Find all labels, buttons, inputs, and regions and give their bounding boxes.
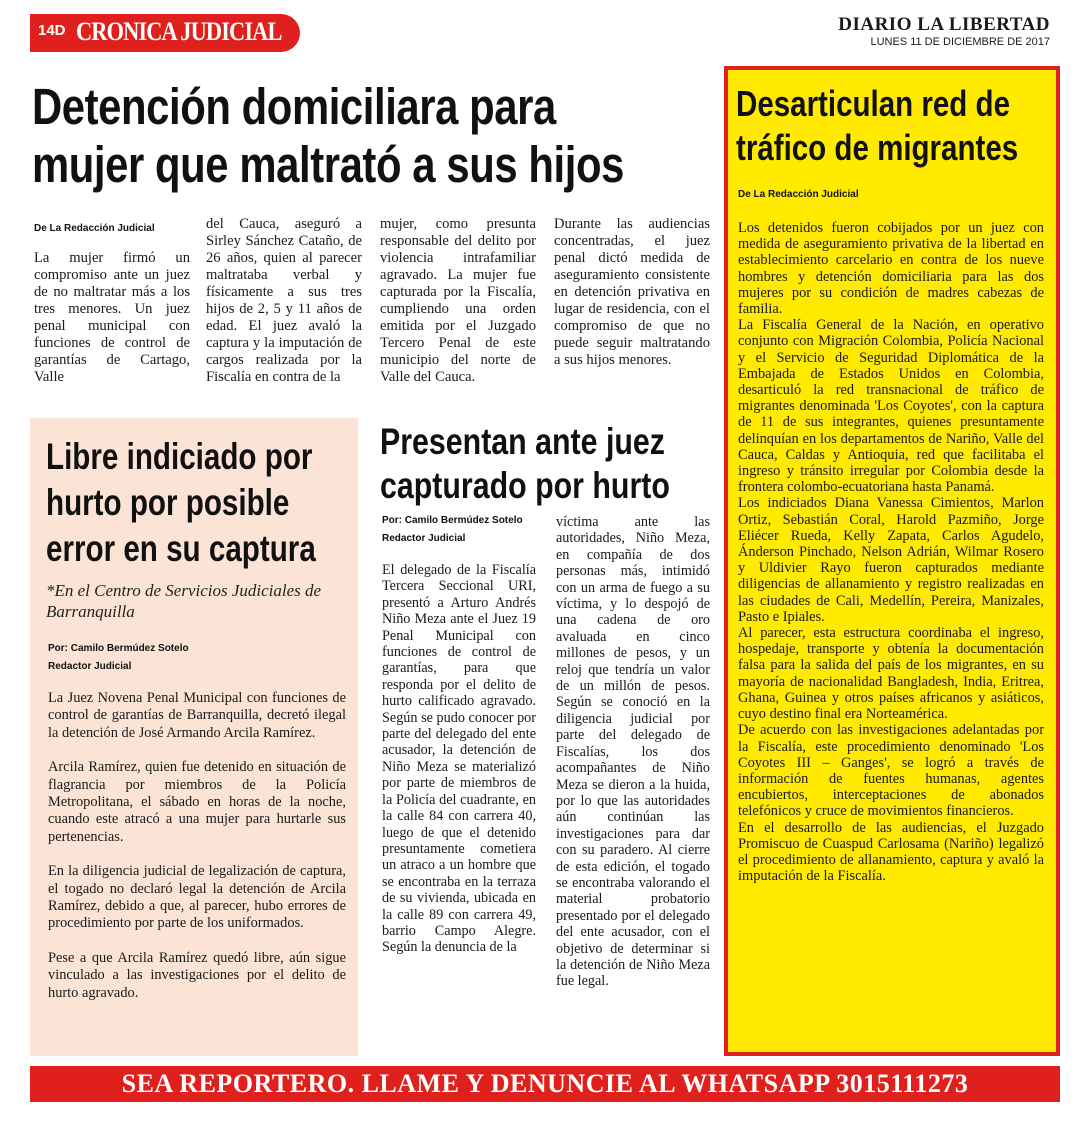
- paragraph: Los detenidos fueron cobijados por un juez con medida de aseguramiento privativa de la libertad en establecimiento carcelario en contra de los nueve hombres y detención domiciliaria para las dos mujeres por su condición de madres cabezas de familia.: [738, 220, 1044, 318]
- paragraph: Al parecer, esta estructura coordinaba el ingreso, hospedaje, transporte y obtenía la documentación falsa para la salida del país de los migrantes, en su mayoría de nacionalidad Bangladesh, India, Eritrea, Ghana, Guinea y otros países africanos y asiáticos, cuyo destino final era Norteamérica.: [738, 625, 1044, 723]
- paper-name: DIARIO LA LIBERTAD: [838, 14, 1050, 35]
- paragraph: La Fiscalía General de la Nación, en operativo conjunto con Migración Colombia, Policía Nacional y el Servicio de Seguridad Diplomática de la Embajada de Estados Unidos en Colombia, desarticuló la red transnacional de tráfico de migrantes denominada 'Los Coyotes', con la captura de 11 de sus integrantes, quienes presuntamente delinquían en los departamentos de Nariño, Valle del Cauca, Caldas y Antioquia, red que facilitaba el ingreso y tránsito irregular por Colombia desde la frontera colombo-ecuatoriana hasta Panamá.: [738, 317, 1044, 496]
- yellow-headline: [736, 82, 1018, 170]
- pink-headline-line: error en su captura: [46, 528, 316, 569]
- main-column-2: del Cauca, aseguró a Sirley Sánchez Cataño, de 26 años, quien al parecer maltrataba verbal y físicamente a sus tres hijos de 2, 5 y 11 años de edad. El juez avaló la captura y la imputación de cargos realizada por la Fiscalía en contra de la: [206, 216, 362, 385]
- main-headline-line: Detención domiciliara para: [32, 78, 556, 135]
- footer-banner: SEA REPORTERO. LLAME Y DENUNCIE AL WHATSAPP 3015111273: [30, 1066, 1060, 1102]
- yellow-headline-line: tráfico de migrantes: [736, 127, 1019, 168]
- pink-subtitle: *En el Centro de Servicios Judiciales de Barranquilla: [46, 581, 322, 621]
- yellow-byline: De La Redacción Judicial: [738, 189, 859, 200]
- mid-column-2: víctima ante las autoridades, Niño Meza, en compañía de dos personas más, intimidó con un arma de fuego a su víctima, y lo despojó de una cadena de oro avaluada en cinco millones de pesos, y un reloj que tendría un valor de un millón de pesos. Según se conoció en la diligencia judicial por parte del delegado de Fiscalías, los dos acompañantes de Niño Meza se dieron a la huida, por lo que las autoridades aún continúan las investigaciones para dar con su paradero. Al cierre de esta edición, el togado se encontraba valorando el material probatorio presentado por el delegado del ente acusador, con el objetivo de determinar si la detención de Niño Meza fue legal.: [556, 514, 710, 990]
- section-title: CRONICA JUDICIAL: [76, 17, 282, 46]
- paper-date: LUNES 11 DE DICIEMBRE DE 2017: [870, 36, 1050, 48]
- mid-headline-line: Presentan ante juez: [380, 421, 665, 462]
- pink-headline-line: Libre indiciado por: [46, 436, 313, 477]
- byline-role: Redactor Judicial: [382, 533, 466, 544]
- mid-byline: [382, 512, 523, 548]
- main-headline: [32, 78, 624, 194]
- mid-column-1: El delegado de la Fiscalía Tercera Seccional URI, presentó a Arturo Andrés Niño Meza ante el Juez 19 Penal Municipal con funciones de control de garantías, para que responda por el delito de hurto calificado agravado. Según se pudo conocer por parte del delegado del ente acusador, la detención de Niño Meza se materializó por parte de miembros de la Policía del cuadrante, en la calle 84 con carrera 40, luego de que el detenido presuntamente cometiera un atraco a un hombre que se encontraba en la terraza de su vivienda, ubicada en la calle 89 con carrera 49, barrio Campo Alegre. Según la denuncia de la: [382, 562, 536, 956]
- paragraph: Los indiciados Diana Vanessa Cimientos, Marlon Ortiz, Sebastián Coral, Harold Pazmiño, Jorge Eliécer Rueda, Kelly Zapata, Carlos Agudelo, Ánderson Pinchado, Nelson Adrián, Wilmar Rosero y Uldivier Rayo fueron capturados mediante diligencias de allanamiento y registro realizadas en las ciudades de Cali, Medellín, Pereira, Manizales, Pasto e Ipiales.: [738, 495, 1044, 625]
- pink-body: [48, 690, 346, 1002]
- byline-author: Por: Camilo Bermúdez Sotelo: [48, 643, 189, 654]
- paragraph: En el desarrollo de las audiencias, el Juzgado Promiscuo de Cuaspud Carlosama (Nariño) legalizó el procedimiento de allanamiento, captura y avaló la imputación de la Fiscalía.: [738, 819, 1044, 885]
- main-headline-line: mujer que maltrató a sus hijos: [32, 136, 624, 193]
- paragraph: En la diligencia judicial de legalización de captura, el togado no declaró legal la detención de Arcila Ramírez, debido a que, al parecer, hubo errores de procedimiento por parte de los uniformados.: [48, 863, 346, 932]
- byline-role: Redactor Judicial: [48, 661, 132, 672]
- paragraph: Arcila Ramírez, quien fue detenido en situación de flagrancia por miembros de la Policía Metropolitana, el sábado en horas de la noche, cuando este atracó a una mujer para hurtarle sus pertenencias.: [48, 759, 346, 845]
- mid-headline: [380, 420, 670, 508]
- page-number: 14D: [38, 22, 66, 39]
- byline-author: Por: Camilo Bermúdez Sotelo: [382, 515, 523, 526]
- pink-headline-line: hurto por posible: [46, 482, 290, 523]
- paragraph: La Juez Novena Penal Municipal con funciones de control de garantías de Barranquilla, decretó ilegal la detención de José Armando Arcila Ramírez.: [48, 690, 346, 741]
- main-byline: De La Redacción Judicial: [34, 223, 155, 234]
- pink-headline: [46, 434, 316, 572]
- paragraph: Pese a que Arcila Ramírez quedó libre, aún sigue vinculado a las investigaciones por el delito de hurto agravado.: [48, 949, 346, 1001]
- yellow-body: [738, 220, 1044, 884]
- paragraph: De acuerdo con las investigaciones adelantadas por la Fiscalía, este procedimiento denominado 'Los Coyotes III – Ganges', se logró a través de información de fuentes humanas, agentes encubiertos, interceptaciones de abonados telefónicos y cruce de movimientos financieros.: [738, 722, 1044, 820]
- yellow-headline-line: Desarticulan red de: [736, 83, 1010, 124]
- main-column-4: Durante las audiencias concentradas, el juez penal dictó medida de aseguramiento consistente en detención privativa en lugar de residencia, con el compromiso de que no puede seguir maltratando a sus hijos menores.: [554, 216, 710, 368]
- main-column-3: mujer, como presunta responsable del delito por violencia intrafamiliar agravado. La mujer fue capturada por la Fiscalía, cumpliendo una orden emitida por el Juzgado Tercero Penal de este municipio del norte de Valle del Cauca.: [380, 216, 536, 385]
- main-column-1: La mujer firmó un compromiso ante un juez de no maltratar más a los tres menores. Un juez penal municipal con funciones de control de garantías de Cartago, Valle: [34, 250, 190, 385]
- pink-byline: [48, 640, 189, 676]
- mid-headline-line: capturado por hurto: [380, 465, 670, 506]
